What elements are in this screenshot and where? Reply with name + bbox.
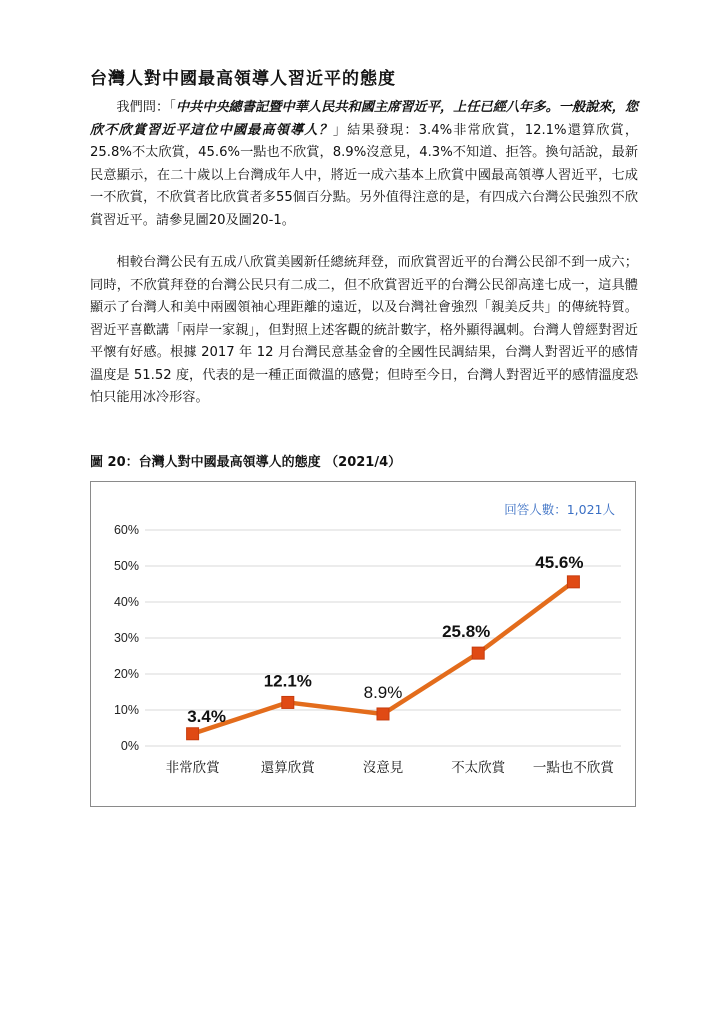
data-point	[377, 708, 389, 720]
x-category-label: 一點也不欣賞	[532, 760, 614, 776]
x-category-label: 沒意見	[362, 760, 404, 776]
x-category-label: 不太欣賞	[451, 760, 506, 776]
y-tick-label: 10%	[113, 703, 139, 717]
y-tick-label: 20%	[113, 667, 139, 681]
line-chart	[91, 482, 635, 806]
document-title: 台灣人對中國最高領導人習近平的態度	[90, 69, 396, 89]
x-category-label: 還算欣賞	[260, 760, 315, 776]
data-label: 8.9%	[363, 682, 403, 702]
respondent-count: 回答人數：1,021人	[504, 502, 615, 517]
y-tick-label: 50%	[113, 559, 139, 573]
data-label: 3.4%	[187, 706, 226, 726]
data-point	[187, 728, 199, 740]
y-tick-label: 0%	[120, 739, 139, 753]
data-label: 25.8%	[442, 622, 491, 642]
x-category-label: 非常欣賞	[165, 760, 220, 776]
y-tick-label: 40%	[113, 595, 139, 609]
data-point	[567, 576, 579, 588]
y-tick-label: 60%	[113, 523, 139, 537]
paragraph-2: 相較台灣公民有五成八欣賞美國新任總統拜登，而欣賞習近平的台灣公民卻不到一成六；同時，不欣賞拜登的台灣公民只有二成二，但不欣賞習近平的台灣公民卻高達七成一，這具體顯示了台灣人和美中兩國領袖心理距離的遠近，以及台灣社會強烈「親美反共」的傳統特質。習近平喜歡講「兩岸一家親」，但對照上述客觀的統計數字，格外顯得諷刺。台灣人曾經對習近平懷有好感。根據 2017 年 12 月台灣民意基金會的全國性民調結果，台灣人對習近平的感情溫度是 51.52 度，代表的是一種正面微溫的感覺；但時至今日，台灣人對習近平的感情溫度恐怕只能用冰冷形容。	[90, 255, 639, 405]
data-point	[282, 696, 294, 708]
data-point	[472, 647, 484, 659]
survey-question: 中共中央總書記暨中華人民共和國主席習近平，上任已經八年多。一般說來，您欣不欣賞習近平這位中國最高領導人？	[90, 100, 639, 138]
y-tick-label: 30%	[113, 631, 139, 645]
data-label: 45.6%	[535, 552, 584, 572]
paragraph-1: 我們問：「中共中央總書記暨中華人民共和國主席習近平，上任已經八年多。一般說來，您欣不欣賞習近平這位中國最高領導人？」結果發現：3.4%非常欣賞，12.1%還算欣賞，25.8%不太欣賞，45.6%一點也不欣賞，8.9%沒意見，4.3%不知道、拒答。換句話說，最新民意顯示，在二十歲以上台灣成年人中，將近一成六基本上欣賞中國最高領導人習近平，七成一不欣賞，不欣賞者比欣賞者多55個百分點。另外值得注意的是，有四成六台灣公民強烈不欣賞習近平。請參見圖20及圖20-1。	[90, 100, 639, 228]
chart-frame	[90, 481, 636, 807]
figure-caption: 圖 20：台灣人對中國最高領導人的態度 （2021/4）	[90, 455, 402, 470]
data-label: 12.1%	[263, 671, 312, 691]
